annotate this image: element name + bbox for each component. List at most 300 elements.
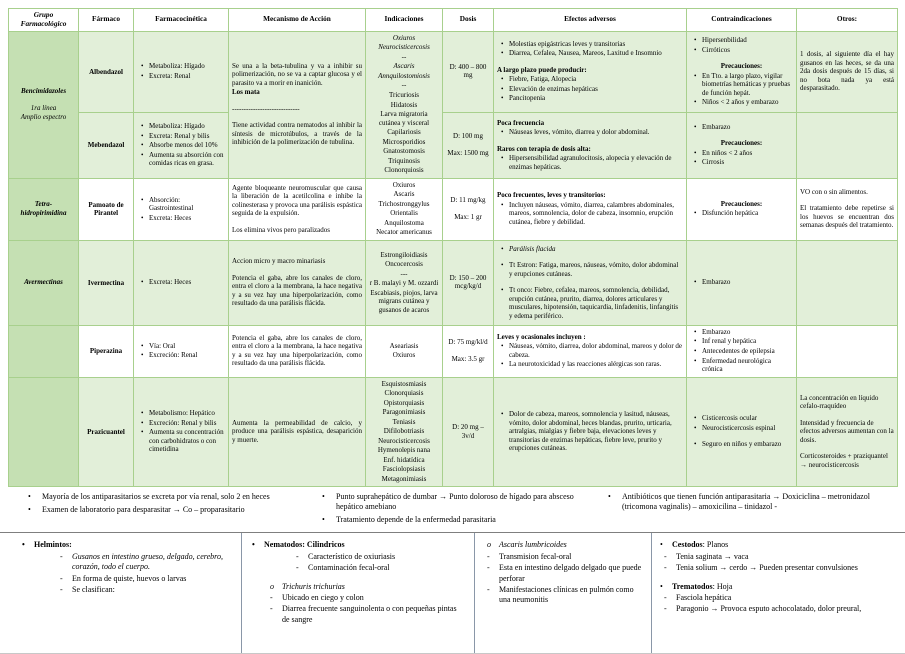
text-line: Ascaris <box>393 62 415 71</box>
bullet-marker: • <box>501 84 504 93</box>
text-line: Escabiasis, piojos, larva migrans cutánea y gusanos de acaros <box>370 288 438 314</box>
bullet-marker: • <box>501 342 504 351</box>
drug-mebendazol: Mebendazol <box>79 113 134 179</box>
list-item-text: Examen de laboratorio para desparasitar → Co – proparasitario <box>42 505 245 515</box>
header-mecanismo: Mecanismo de Acción <box>229 9 366 32</box>
bullet-marker: • <box>660 581 663 591</box>
bullet-marker: • <box>501 410 504 419</box>
list-item-text: Vía: Oral <box>149 341 176 350</box>
bullet-marker: • <box>501 200 504 209</box>
list-item-text: Transmision fecal-oral <box>499 551 572 561</box>
list-item-text: Característico de oxiuriasis <box>308 551 396 561</box>
list-item <box>658 593 895 603</box>
classification-nematodos-column <box>242 533 475 653</box>
bullet-marker: - <box>296 563 299 573</box>
spacer <box>12 97 75 103</box>
list-item-text: En Tto. a largo plazo, vigilar biometrías hemáticas y pruebas de función hepát. <box>702 71 791 97</box>
bullet-marker: • <box>694 45 697 54</box>
list-item <box>137 278 225 287</box>
text-line: Aseariasis <box>389 341 419 350</box>
list-item <box>690 328 793 337</box>
list-item-text: Antibióticos que tienen función antiparasitaria → Doxiciclina – metronidazol (tricomona vaginalis) – amoxicilina – tinidazol - <box>622 492 870 512</box>
mebendazol-pk-cell <box>134 113 229 179</box>
spacer <box>497 59 683 65</box>
list-item-text: Seguro en niños y embarazo <box>702 440 782 449</box>
bullet-marker: - <box>487 585 490 594</box>
text-line: Hidatosis <box>390 100 418 109</box>
spacer <box>497 138 683 144</box>
spacer <box>690 132 793 138</box>
list-item <box>690 123 793 132</box>
bullet-marker: • <box>694 36 697 45</box>
spacer <box>497 254 683 260</box>
list-item <box>497 286 683 320</box>
bullet-marker: • <box>141 428 144 437</box>
list-item <box>690 414 793 423</box>
bullet-marker: • <box>28 492 31 502</box>
text-line: Oxiuros <box>392 33 416 42</box>
list-item-text: Trematodos: Hoja <box>672 581 733 591</box>
drug-piperazina: Piperazina <box>79 325 134 377</box>
list-item <box>658 540 895 550</box>
mebendazol-dose-cell <box>443 113 494 179</box>
text-line: Metagonimiasis <box>381 474 427 483</box>
list-item-text: La neurotoxicidad y las reacciones alérgicas son raras. <box>509 360 662 369</box>
bullet-marker: • <box>501 75 504 84</box>
text-line: Oxiuros <box>392 351 416 360</box>
text-line: 1 dosis, al siguiente día el hay gusanos en las heces, se da una 2da dosis después de 15 días, si no bota nada ya está desparasitado. <box>800 50 894 93</box>
list-item-text: Pancitopenia <box>509 94 546 103</box>
text-line: Gnatostomosis <box>383 147 425 156</box>
list-item-text: Gusanos en intestino grueso, delgado, cerebro, corazón, todo el cuerpo. <box>72 551 223 572</box>
text-line: Potencia el gaba, abre los canales de cloro, entra el cloro a la membrana, la hace negativa y a su vez hay una hiperpolarización, como resultado da una parálisis flácida. <box>232 273 362 308</box>
footnote-group-antibiotics <box>598 492 883 532</box>
pirantel-dose-cell <box>443 178 494 240</box>
spacer <box>800 445 894 451</box>
bullet-marker: • <box>694 122 697 131</box>
bullet-marker: - <box>664 593 667 602</box>
bullet-marker: • <box>660 540 663 550</box>
list-item <box>26 505 308 515</box>
list-item <box>497 49 683 58</box>
group-empty-cell-2 <box>9 377 79 487</box>
albendazol-dose-cell <box>443 31 494 112</box>
list-item-text: Diarrea, Cefalea, Nausea, Mareos, Laxitud e Insomnio <box>509 49 662 58</box>
list-item <box>497 245 683 254</box>
bullet-marker: • <box>694 278 697 287</box>
antiparasitic-drugs-table <box>8 8 898 487</box>
ivermectina-dose-cell <box>443 240 494 325</box>
list-item-text: Excreción: Renal <box>149 351 198 360</box>
list-item <box>690 149 793 158</box>
bullet-marker: - <box>270 593 273 602</box>
bullet-marker: • <box>694 337 697 346</box>
list-item <box>497 75 683 84</box>
list-item <box>690 440 793 449</box>
list-item-text: Ubicado en ciego y colon <box>282 593 364 602</box>
text-line: Esquistosmiasis <box>381 379 427 388</box>
prazicuantel-dose-cell <box>443 377 494 487</box>
list-item <box>658 552 895 562</box>
list-item <box>22 574 231 584</box>
list-item-text: Esta en intestino delgado delgado que puede perforar <box>499 563 642 583</box>
text-line: D: 75 mg/kl/d <box>448 338 488 347</box>
list-item-text: En niños < 2 años <box>702 148 753 157</box>
bullet-marker: • <box>141 418 144 427</box>
bullet-marker: • <box>694 71 697 80</box>
bullet-marker: • <box>694 148 697 157</box>
list-item-text: Helmintos: <box>34 540 72 550</box>
bullet-marker: • <box>694 158 697 167</box>
text-line: Difilobotriasis <box>383 427 425 436</box>
classification-helmintos-column <box>0 533 242 653</box>
bullet-marker: • <box>252 540 255 550</box>
bullet-marker: • <box>141 141 144 150</box>
list-item-text: Tratamiento depende de la enfermedad parasitaria <box>336 515 496 525</box>
list-item <box>497 201 683 227</box>
list-item <box>252 593 466 603</box>
ivermectina-pk-cell <box>134 240 229 325</box>
spacer <box>800 197 894 203</box>
text-line: Precauciones: <box>720 139 763 148</box>
list-item <box>497 261 683 278</box>
bullet-marker: - <box>60 585 63 594</box>
bullet-marker: • <box>141 213 144 222</box>
list-item-text: Excreción: Renal y bilis <box>149 418 217 427</box>
list-item <box>320 515 598 525</box>
prazicuantel-contra-cell <box>687 377 797 487</box>
header-farmaco: Fármaco <box>79 9 134 32</box>
list-item-text: Manifestaciones clínicas en pulmón como una neumonitis <box>499 585 634 605</box>
text-line: Aumenta la permeabilidad de calcio, y produce una parálisis espástica, desaparición y muerte. <box>232 418 362 444</box>
list-item-text: Aumenta su concentración con carbohidratos o con cimetidina <box>149 428 224 454</box>
list-item-text: Tenia solium → cerdo → Pueden presentar convulsiones <box>676 563 858 573</box>
list-item-text: Trichuris trichurias <box>282 581 345 591</box>
bullet-marker: o <box>270 581 274 591</box>
list-item <box>137 122 225 131</box>
bencimidazoles-mechanism-cell <box>229 31 366 178</box>
header-indicaciones: Indicaciones <box>366 9 443 32</box>
text-line: Ascaris <box>393 190 415 199</box>
prazicuantel-pk-cell <box>134 377 229 487</box>
albendazol-contra-cell <box>687 31 797 112</box>
text-line: Max: 1 gr <box>454 212 482 221</box>
prazicuantel-indications-cell <box>366 377 443 487</box>
list-item <box>690 347 793 356</box>
drug-albendazol: Albendazol <box>79 31 134 112</box>
header-farmacocinetica: Farmacocinética <box>134 9 229 32</box>
list-item-text: Paragonio → Provoca esputo achocolatado, dolor preural, <box>676 604 862 614</box>
list-item-text: Excreta: Heces <box>149 213 192 222</box>
list-item <box>690 158 793 167</box>
text-line: D: 100 mg <box>453 132 483 141</box>
list-item <box>137 419 225 428</box>
list-item <box>690 98 793 107</box>
list-item <box>690 278 793 287</box>
list-item <box>690 72 793 98</box>
text-line: Agente bloqueante neuromuscular que causa la liberación de la acetilcolina e inhibe la colinesterasa y provoca una parálisis espástica seguida de la expulsión. <box>232 183 362 218</box>
group-empty-cell-1 <box>9 325 79 377</box>
bullet-marker: • <box>501 360 504 369</box>
list-item-text: Contaminación fecal-oral <box>308 563 390 573</box>
list-item <box>497 154 683 171</box>
list-item-text: Absorbe menos del 10% <box>149 141 218 150</box>
text-bold-prefix: Trematodos <box>672 581 713 591</box>
bullet-marker: • <box>322 515 325 525</box>
bullet-marker: • <box>694 327 697 336</box>
spacer <box>252 575 466 581</box>
table-header-row <box>9 9 898 32</box>
text-line: Necator americanus <box>376 228 432 237</box>
bullet-marker: • <box>501 94 504 103</box>
header-contraindicaciones: Contraindicaciones <box>687 9 797 32</box>
bullet-marker: • <box>141 122 144 131</box>
prazicuantel-mechanism-cell <box>229 377 366 487</box>
list-item-text: Cestodos: Planos <box>672 540 729 550</box>
ivermectina-indications-cell <box>366 240 443 325</box>
list-item-text: Hipersenbilidad <box>702 36 747 45</box>
bullet-marker: - <box>60 573 63 583</box>
list-item <box>497 128 683 137</box>
list-item <box>137 62 225 71</box>
bullet-marker: - <box>664 563 667 573</box>
list-item-text: Excreta: Heces <box>149 278 192 287</box>
list-item-text: Tt onco: Fiebre, cefalea, mareos, somnolencia, debilidad, erupción cutánea, prurito, diarrea, dolores articulares y musculares, hipotensión, taquicardia, linfadenitis, linfangitis y edema periférico. <box>509 286 679 320</box>
text-line: -- <box>401 81 407 90</box>
text-line: Precauciones: <box>720 199 763 208</box>
albendazol-other-cell <box>797 31 898 112</box>
list-item-text: Nematodos: Cilindricos <box>264 540 345 550</box>
parasite-classification-section <box>0 532 905 654</box>
drug-pirantel: Pamoato de Pirantel <box>79 178 134 240</box>
list-item <box>22 552 231 573</box>
piperazina-adverse-cell <box>494 325 687 377</box>
bullet-marker: - <box>270 604 273 614</box>
text-line: D: 150 – 200 mcg/kg/d <box>449 273 487 291</box>
mebendazol-other-cell <box>797 113 898 179</box>
text-line: Paragonimiasis <box>382 408 426 417</box>
group-bencimidazoles-cell <box>9 31 79 178</box>
header-otros: Otros: <box>797 9 898 32</box>
bullet-marker: o <box>487 540 491 550</box>
text-line: Se una a la beta-tubulina y va a inhibir su polimerización, no se va a captar glucosa y el parasito va a morir en inanición. <box>232 61 362 87</box>
text-line: Accion micro y macro minariasis <box>232 257 326 266</box>
text-line: El tratamiento debe repetirse si los huevos se encuentran dos semanas después del tratamiento. <box>800 204 894 230</box>
spacer <box>800 412 894 418</box>
text-line: Capilariosis <box>387 128 421 137</box>
list-item <box>690 209 793 218</box>
text-line: Los mata <box>232 88 260 97</box>
group-avermectinas-cell <box>9 240 79 325</box>
pirantel-adverse-cell <box>494 178 687 240</box>
bullet-marker: • <box>141 131 144 140</box>
spacer <box>446 206 490 212</box>
text-line: Triquinosis <box>388 156 420 165</box>
bullet-marker: • <box>22 540 25 550</box>
spacer <box>232 267 362 273</box>
spacer <box>497 279 683 285</box>
text-line: Bencimidazoles <box>20 86 67 95</box>
bullet-marker: • <box>501 49 504 58</box>
bullet-marker: • <box>501 261 504 270</box>
text-line: Larva migratoria cutánea y visceral <box>378 110 430 127</box>
list-item <box>497 40 683 49</box>
text-line: Neurocisticercosis <box>378 43 430 52</box>
list-item-text: Tt Estron: Fatiga, mareos, náuseas, vómito, dolor abdominal y erupciones cutáneas. <box>509 261 679 278</box>
text-line: Precauciones: <box>720 62 763 71</box>
list-item-text: Embarazo <box>702 122 731 131</box>
piperazina-other-cell <box>797 325 898 377</box>
piperazina-indications-cell <box>366 325 443 377</box>
list-item <box>690 424 793 433</box>
spacer <box>232 219 362 225</box>
list-item-text: Fasciola hepática <box>676 593 732 602</box>
text-line: La concentración en líquido cefalo-rraquídeo <box>800 393 879 411</box>
text-line: Oncocercosis <box>385 260 423 269</box>
bullet-marker: - <box>60 551 63 561</box>
list-item <box>690 46 793 55</box>
classification-ascaris-column <box>475 533 652 653</box>
list-item-text: Enfermedad neurológica crónica <box>702 356 771 374</box>
bullet-marker: • <box>141 150 144 159</box>
list-item-text: Parálisis flacida <box>509 244 556 253</box>
list-item-text: Metaboliza: Hígado <box>149 62 205 71</box>
list-item-text: Metaboliza: Hígado <box>149 122 205 131</box>
list-item-text: Ascaris lumbricoides <box>499 540 567 550</box>
spacer <box>446 142 490 148</box>
text-line: Teniasis <box>392 417 416 426</box>
text-line: Potencia el gaba, abre los canales de cloro, entra el cloro a la membrana, la hace negativa y a su vez hay una hiperpolarización, como resultado da una parálisis flácida. <box>232 333 362 368</box>
list-item <box>320 492 598 512</box>
text-line: Poco frecuentes, leves y transitorios: <box>497 191 606 200</box>
list-item <box>690 36 793 45</box>
text-line: Microsporidios <box>382 137 426 146</box>
list-item-text: Elevación de enzimas hepáticas <box>509 84 598 93</box>
mebendazol-adverse-cell <box>494 113 687 179</box>
albendazol-adverse-cell <box>494 31 687 112</box>
text-line: Corticosteroides + praziquantel → neurocisticercosis <box>800 452 888 469</box>
bullet-marker: • <box>694 98 697 107</box>
piperazina-mechanism-cell <box>229 325 366 377</box>
row-ivermectina <box>9 240 898 325</box>
ivermectina-mechanism-cell <box>229 240 366 325</box>
row-piperazina <box>9 325 898 377</box>
list-item <box>606 492 883 512</box>
list-item-text: Inf renal y hepática <box>702 337 757 346</box>
text-line: Fasciolopsiasis <box>382 465 426 474</box>
piperazina-dose-cell <box>443 325 494 377</box>
list-item-text: Cirrosis <box>702 158 725 167</box>
list-item <box>658 604 895 614</box>
bullet-marker: • <box>141 351 144 360</box>
text-line: --- <box>400 269 408 278</box>
drug-ivermectina: Ivermectina <box>79 240 134 325</box>
list-item-text: Antecedentes de epilepsia <box>702 347 775 355</box>
text-line: 1ra línea <box>30 103 57 112</box>
bullet-marker: • <box>501 39 504 48</box>
text-line: Leves y ocasionales incluyen : <box>497 332 586 341</box>
list-item <box>137 409 225 418</box>
spacer <box>232 98 362 104</box>
bullet-marker: - <box>296 551 299 561</box>
text-line: Oxiuros <box>392 180 416 189</box>
list-item <box>137 351 225 360</box>
list-item <box>497 410 683 453</box>
list-item-text: Excreta: Renal y bilis <box>149 131 210 140</box>
text-line: Raros con terapia de dosis alta: <box>497 144 591 153</box>
prazicuantel-adverse-cell <box>494 377 687 487</box>
list-item <box>252 552 466 562</box>
list-item <box>137 141 225 150</box>
list-item-text: Aumenta su absorción con comidas ricas en grasa. <box>149 150 224 168</box>
list-item-text: Metabolismo: Hepático <box>149 409 215 418</box>
text-bold-prefix: Cestodos <box>672 540 703 550</box>
list-item <box>252 604 466 625</box>
bullet-marker: - <box>487 563 490 573</box>
pirantel-indications-cell <box>366 178 443 240</box>
list-item-text: Diarrea frecuente sanguinolenta o con pequeñas pintas de sangre <box>282 604 457 624</box>
pirantel-other-cell <box>797 178 898 240</box>
spacer <box>690 433 793 439</box>
list-item <box>22 585 231 595</box>
text-line: Orientalis <box>390 209 418 218</box>
list-item <box>252 540 466 550</box>
group-tetrahidropirimidina-cell <box>9 178 79 240</box>
list-item-text: Neurocisticercosis espinal <box>702 423 776 432</box>
spacer <box>446 348 490 354</box>
bullet-marker: • <box>501 154 504 163</box>
text-line: Max: 3.5 gr <box>451 354 485 363</box>
list-item-text: Cisticercosis ocular <box>702 414 758 423</box>
bullet-marker: • <box>694 440 697 449</box>
text-line: D: 400 – 800 mg <box>449 62 487 80</box>
bencimidazoles-indications-cell <box>366 31 443 178</box>
text-line: Los elimina vivos pero paralizados <box>232 225 330 234</box>
text-line: Trichostronggylus <box>378 199 430 208</box>
bullet-marker: • <box>141 71 144 80</box>
list-item <box>26 492 308 502</box>
ivermectina-contra-cell <box>687 240 797 325</box>
list-item <box>252 563 466 573</box>
piperazina-contra-cell <box>687 325 797 377</box>
pirantel-contra-cell <box>687 178 797 240</box>
list-item-text: Dolor de cabeza, mareos, somnolencia y lasitud, náuseas, vómito, dolor abdominal, heces blandas, prurito, urticaria, artralgias, mialgias y fiebre baja, elevaciones leves y transitorias de enzimas hepáticas, fiebre leve, prurito y erupciones cutáneas. <box>509 410 672 453</box>
list-item <box>481 585 643 606</box>
list-item <box>137 214 225 223</box>
pirantel-mechanism-cell <box>229 178 366 240</box>
text-line: ----------------------------- <box>232 104 300 113</box>
text-line: A largo plazo puede producir: <box>497 65 587 74</box>
text-line: Amplio espectro <box>20 113 67 122</box>
list-item <box>658 563 895 573</box>
list-item-text: Hipersensibilidad agranulocitosis, alopecia y elevación de enzimas hepáticas. <box>509 154 672 171</box>
list-item <box>497 94 683 103</box>
text-line: Hymenolepis nana <box>377 446 431 455</box>
list-item-text: Disfunción hepática <box>702 209 759 218</box>
drug-prazicuantel: Prazicuantel <box>79 377 134 487</box>
spacer <box>690 55 793 61</box>
bullet-marker: • <box>694 423 697 432</box>
albendazol-pk-cell <box>134 31 229 112</box>
list-item-text: Tenia saginata → vaca <box>676 551 749 561</box>
list-item-text: Incluyen náuseas, vómito, diarrea, calambres abdominales, mareos, somnolencia, dolor de cabeza, insomnio, erupción cutánea, fiebre y debilidad. <box>509 200 675 226</box>
footnote-group-excretion <box>8 492 308 532</box>
text-line: Max: 1500 mg <box>447 148 489 157</box>
row-pirantel <box>9 178 898 240</box>
list-item <box>690 337 793 346</box>
bullet-marker: • <box>501 128 504 137</box>
list-item <box>137 342 225 351</box>
